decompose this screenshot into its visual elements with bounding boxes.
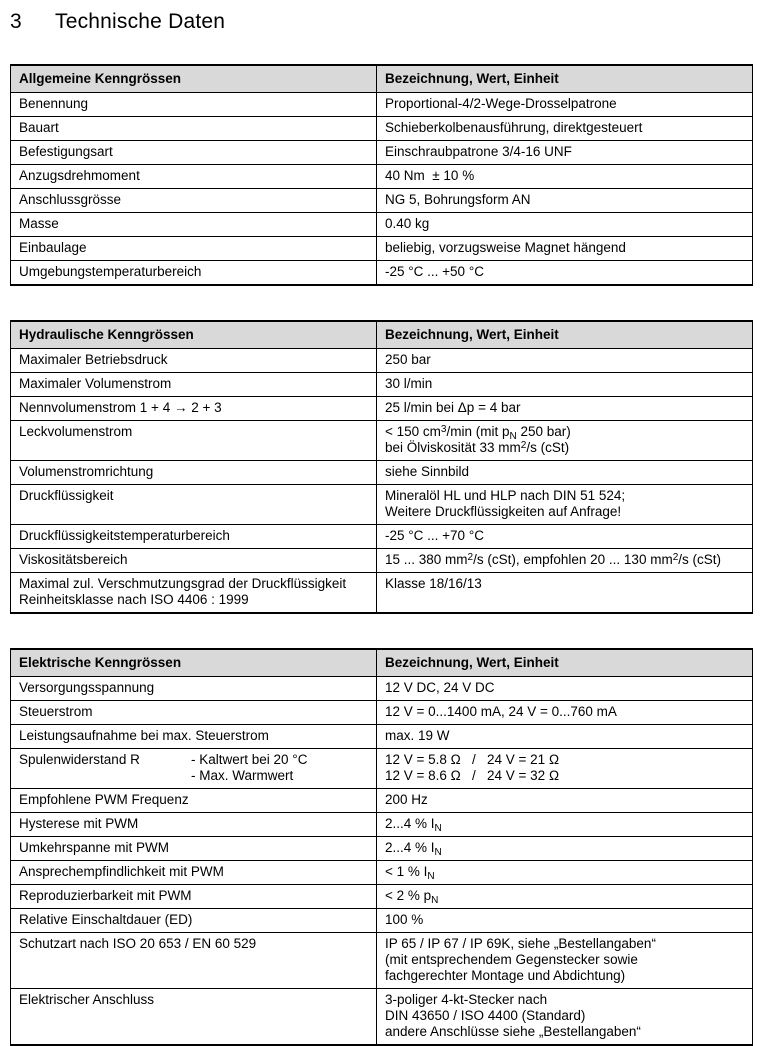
row-label-cell <box>11 461 377 485</box>
row-label-cell <box>11 701 377 725</box>
row-label-cell <box>11 525 377 549</box>
table-row <box>11 725 753 749</box>
page-title: Technische Daten <box>55 10 226 33</box>
row-label-cell <box>11 189 377 213</box>
row-value: NG 5, Bohrungsform AN <box>377 189 753 213</box>
row-label: Viskositätsbereich <box>19 552 128 567</box>
table-row <box>11 261 753 286</box>
row-value: < 150 $cm^3/\min$ (mit $p_N$ 250 bar) bei Ölviskosität 33 $mm^2/s$ (cSt) <box>377 421 753 461</box>
row-label: Maximal zul. Verschmutzungsgrad der Druckflüssigkeit Reinheitsklasse nach ISO 4406 : 1999 <box>19 576 347 607</box>
table-header-row <box>11 649 753 677</box>
row-value: Mineralöl HL und HLP nach DIN 51 524; Weitere Druckflüssigkeiten auf Anfrage! <box>377 485 753 525</box>
row-value: 12 V DC, 24 V DC <box>377 677 753 701</box>
row-label: Nennvolumenstrom 1 + 4 → 2 + 3 <box>19 400 222 415</box>
row-value: 250 bar <box>377 349 753 373</box>
table-header-columns-title: Bezeichnung, Wert, Einheit <box>377 321 753 349</box>
table-row <box>11 237 753 261</box>
row-label-cell <box>11 397 377 421</box>
table-row <box>11 837 753 861</box>
table-body <box>11 677 753 1046</box>
row-value: 40 Nm ± 10 % <box>377 165 753 189</box>
row-label-cell <box>11 421 377 461</box>
row-value: beliebig, vorzugsweise Magnet hängend <box>377 237 753 261</box>
table-body <box>11 93 753 286</box>
row-value: 2...4 % $I_N$ <box>377 813 753 837</box>
table-row <box>11 485 753 525</box>
row-label-cell <box>11 485 377 525</box>
row-value: Klasse 18/16/13 <box>377 573 753 614</box>
row-sublabel: - Kaltwert bei 20 °C - Max. Warmwert <box>191 752 308 783</box>
row-value: Schieberkolbenausführung, direktgesteuert <box>377 117 753 141</box>
row-label-cell <box>11 93 377 117</box>
row-value: 12 V = 5.8 Ω / 24 V = 21 Ω 12 V = 8.6 Ω / 24 V = 32 Ω <box>377 749 753 789</box>
row-label: Spulenwiderstand R <box>19 752 140 767</box>
row-label-cell <box>11 789 377 813</box>
row-value: 0.40 kg <box>377 213 753 237</box>
table-row <box>11 213 753 237</box>
row-label-cell <box>11 141 377 165</box>
row-label-cell <box>11 725 377 749</box>
row-value: 100 % <box>377 909 753 933</box>
row-label-cell <box>11 549 377 573</box>
table-header-row <box>11 65 753 93</box>
row-label: Anzugsdrehmoment <box>19 168 140 183</box>
row-label: Befestigungsart <box>19 144 113 159</box>
row-label: Maximaler Betriebsdruck <box>19 352 168 367</box>
table-row <box>11 397 753 421</box>
row-value: max. 19 W <box>377 725 753 749</box>
table-body <box>11 349 753 614</box>
row-label: Schutzart nach ISO 20 653 / EN 60 529 <box>19 936 257 951</box>
table-row <box>11 573 753 614</box>
row-label-cell <box>11 677 377 701</box>
table-row <box>11 117 753 141</box>
row-value: Einschraubpatrone 3/4-16 UNF <box>377 141 753 165</box>
table-row <box>11 701 753 725</box>
table-row <box>11 677 753 701</box>
row-value: 15 ... 380 $mm^2/s$ (cSt), empfohlen 20 ... 130 $mm^2/s$ (cSt) <box>377 549 753 573</box>
row-label-cell <box>11 837 377 861</box>
row-label-cell <box>11 237 377 261</box>
row-value: Proportional-4/2-Wege-Drosselpatrone <box>377 93 753 117</box>
row-label-cell <box>11 213 377 237</box>
row-label: Relative Einschaltdauer (ED) <box>19 912 193 927</box>
row-label-cell <box>11 813 377 837</box>
table-row <box>11 189 753 213</box>
row-label-cell <box>11 117 377 141</box>
row-value: 2...4 % $I_N$ <box>377 837 753 861</box>
row-value: 200 Hz <box>377 789 753 813</box>
table-row <box>11 461 753 485</box>
row-label: Benennung <box>19 96 89 111</box>
table-header-columns-title: Bezeichnung, Wert, Einheit <box>377 649 753 677</box>
row-value: -25 °C ... +70 °C <box>377 525 753 549</box>
row-label: Ansprechempfindlichkeit mit PWM <box>19 864 224 879</box>
table-row <box>11 525 753 549</box>
table-header-title: Hydraulische Kenngrössen <box>11 321 377 349</box>
row-value: IP 65 / IP 67 / IP 69K, siehe „Bestellangaben“ (mit entsprechendem Gegenstecker sowie fachgerechter Montage und Abdichtung) <box>377 933 753 989</box>
row-label: Einbaulage <box>19 240 87 255</box>
table-row <box>11 989 753 1046</box>
spec-table <box>10 320 753 614</box>
table-row <box>11 885 753 909</box>
table-row <box>11 861 753 885</box>
row-label-cell <box>11 909 377 933</box>
table-row <box>11 421 753 461</box>
row-label: Empfohlene PWM Frequenz <box>19 792 189 807</box>
spec-table <box>10 64 753 286</box>
row-label-cell <box>11 349 377 373</box>
table-row <box>11 813 753 837</box>
table-row <box>11 789 753 813</box>
row-value: 30 l/min <box>377 373 753 397</box>
row-value: siehe Sinnbild <box>377 461 753 485</box>
section-heading <box>10 10 752 34</box>
row-value: 12 V = 0...1400 mA, 24 V = 0...760 mA <box>377 701 753 725</box>
table-header-title: Allgemeine Kenngrössen <box>11 65 377 93</box>
row-label: Bauart <box>19 120 59 135</box>
row-label-cell <box>11 933 377 989</box>
row-value: < 1 % $I_N$ <box>377 861 753 885</box>
row-value: -25 °C ... +50 °C <box>377 261 753 286</box>
row-label: Steuerstrom <box>19 704 93 719</box>
row-label: Umgebungstemperaturbereich <box>19 264 202 279</box>
row-label: Leckvolumenstrom <box>19 424 133 439</box>
row-label-cell <box>11 885 377 909</box>
row-label-cell <box>11 989 377 1046</box>
row-label: Reproduzierbarkeit mit PWM <box>19 888 192 903</box>
row-value: 3-poliger 4-kt-Stecker nach DIN 43650 / ISO 4400 (Standard) andere Anschlüsse siehe „Bestellangaben“ <box>377 989 753 1046</box>
row-label: Druckflüssigkeit <box>19 488 114 503</box>
table-row <box>11 349 753 373</box>
table-row <box>11 933 753 989</box>
table-header-title: Elektrische Kenngrössen <box>11 649 377 677</box>
row-label: Hysterese mit PWM <box>19 816 139 831</box>
row-label: Leistungsaufnahme bei max. Steuerstrom <box>19 728 269 743</box>
row-label-cell <box>11 573 377 614</box>
table-header-row <box>11 321 753 349</box>
row-label: Umkehrspanne mit PWM <box>19 840 170 855</box>
table-row <box>11 909 753 933</box>
row-value: < 2 % $p_N$ <box>377 885 753 909</box>
row-label: Masse <box>19 216 59 231</box>
table-row <box>11 141 753 165</box>
row-label-cell <box>11 749 377 789</box>
row-label-cell <box>11 165 377 189</box>
table-row <box>11 749 753 789</box>
row-label: Volumenstromrichtung <box>19 464 154 479</box>
row-value: 25 l/min bei Δp = 4 bar <box>377 397 753 421</box>
row-label-cell <box>11 373 377 397</box>
table-row <box>11 93 753 117</box>
row-label: Anschlussgrösse <box>19 192 122 207</box>
row-label: Versorgungsspannung <box>19 680 155 695</box>
section-number: 3 <box>10 10 22 33</box>
row-label-cell <box>11 261 377 286</box>
table-row <box>11 165 753 189</box>
table-row <box>11 373 753 397</box>
row-label: Druckflüssigkeitstemperaturbereich <box>19 528 230 543</box>
row-label: Elektrischer Anschluss <box>19 992 155 1007</box>
table-header-columns-title: Bezeichnung, Wert, Einheit <box>377 65 753 93</box>
row-label: Maximaler Volumenstrom <box>19 376 172 391</box>
row-label-cell <box>11 861 377 885</box>
tables-container <box>10 64 752 1046</box>
spec-table <box>10 648 753 1046</box>
table-row <box>11 549 753 573</box>
